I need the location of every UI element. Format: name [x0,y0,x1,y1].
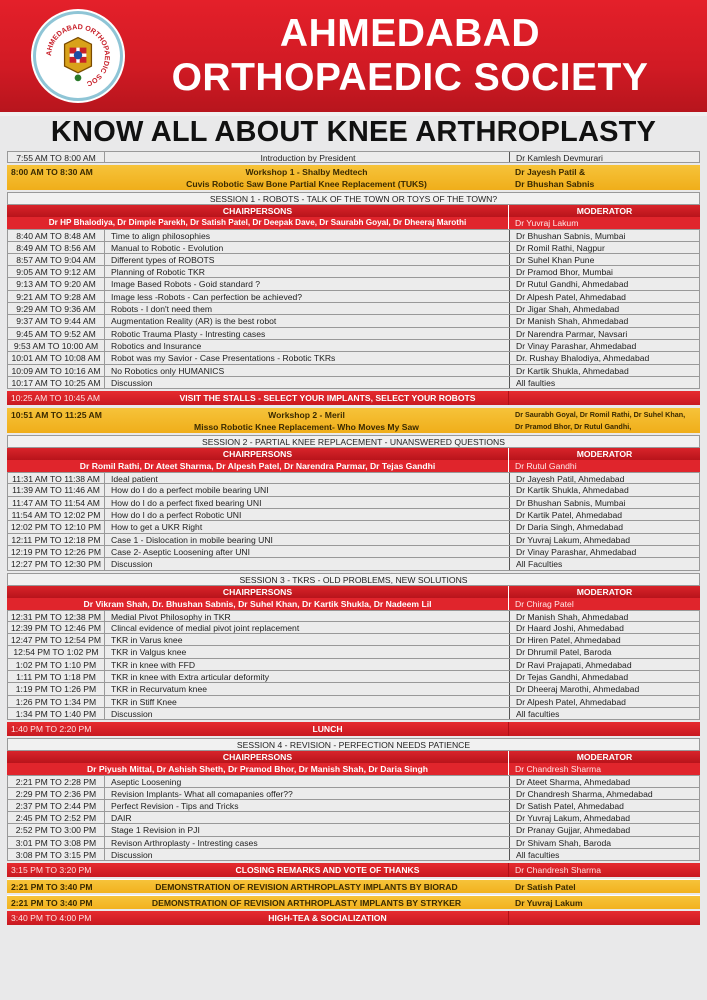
time-cell: 12:54 PM TO 1:02 PM [8,646,105,657]
time-cell: 1:40 PM TO 2:20 PM [11,724,92,735]
talk-row [7,278,700,290]
time-cell: 2:21 PM TO 3:40 PM [11,882,93,893]
time-cell: 9:45 AM TO 9:52 AM [8,328,105,339]
time-cell: 2:52 PM TO 3:00 PM [8,824,105,835]
time-cell: 12:27 PM TO 12:30 PM [8,558,105,569]
time-cell: 8:40 AM TO 8:48 AM [8,230,105,240]
talk-row [7,683,700,695]
talk-row [7,812,700,824]
break-label: HIGH-TEA & SOCIALIZATION [147,911,509,925]
speaker-cell: Dr Satish Patel, Ahmedabad [516,800,624,811]
chair-header-row [7,586,700,598]
talk-row [7,646,700,658]
session-3-talks [7,610,700,721]
topic-cell: Case 2- Aseptic Loosening after UNI [105,546,510,557]
time-cell: 7:55 AM TO 8:00 AM [8,152,105,162]
speaker-cell: Dr Pranay Gujjar, Ahmedabad [516,825,631,836]
topic-cell: Different types of ROBOTS [105,254,510,265]
speaker-cell: Dr Vinay Parashar, Ahmedabad [516,546,637,557]
speaker-cell: Dr Jayesh Patil, Ahmedabad [516,474,625,484]
moderator-name: Dr Yuvraj Lakum [515,218,579,229]
time-cell: 11:39 AM TO 11:46 AM [8,484,105,495]
talk-row [7,788,700,800]
speaker-cell [509,722,700,736]
header-banner [0,0,707,112]
speaker-cell [509,911,700,925]
topic-cell: DAIR [105,812,510,823]
topic-cell: Robot was my Savior - Case Presentations - Robotic TKRs [105,352,510,363]
workshop-speakers: Dr Pramod Bhor, Dr Rutul Gandhi, [515,422,632,432]
topic-cell: TKR in knee with FFD [105,659,510,670]
speaker-cell: Dr Tejas Gandhi, Ahmedabad [516,672,629,683]
speaker-cell: Dr Narendra Parmar, Navsari [516,328,628,339]
topic-cell: Robotics and Insurance [105,340,510,351]
topic-cell: How do I do a perfect Robotic UNI [105,509,510,520]
topic-cell: Image Based Robots - Goid standard ? [105,278,510,289]
talk-row [7,484,700,496]
workshop-title: Workshop 2 - Meril [268,410,345,421]
speaker-cell: Dr Yuvraj Lakum [515,898,583,909]
talk-row [7,775,700,787]
workshop-speaker: Dr Jayesh Patil & [515,167,586,178]
topic-cell: How to get a UKR Right [105,521,510,532]
talk-row [7,315,700,327]
time-cell: 1:34 PM TO 1:40 PM [8,708,105,719]
talk-row [7,659,700,671]
chairpersons-label: CHAIRPERSONS [7,751,509,763]
schedule-table [7,151,700,925]
time-cell: 3:40 PM TO 4:00 PM [11,913,92,924]
talk-row [7,696,700,708]
speaker-cell: Dr Hiren Patel, Ahmedabad [516,635,621,646]
demo-stryker-row [7,895,700,909]
talk-row [7,497,700,509]
chairpersons-names: Dr HP Bhalodiya, Dr Dimple Parekh, Dr Satish Patel, Dr Deepak Dave, Dr Saurabh Goyal, Dr Dheeraj Marothi [7,217,509,229]
chair-header-row [7,751,700,763]
time-cell: 10:25 AM TO 10:45 AM [11,393,101,404]
talk-row [7,546,700,558]
topic-cell: TKR in knee with Extra articular deformity [105,671,510,682]
time-cell: 11:47 AM TO 11:54 AM [8,497,105,508]
time-cell: 10:01 AM TO 10:08 AM [8,352,105,363]
time-cell: 3:08 PM TO 3:15 PM [8,849,105,860]
talk-row [7,291,700,303]
speaker-cell: Dr Manish Shah, Ahmedabad [516,316,629,327]
time-cell: 12:11 PM TO 12:18 PM [8,534,105,545]
time-cell: 8:49 AM TO 8:56 AM [8,242,105,253]
speaker-cell: Dr Kartik Patel, Ahmedabad [516,510,623,521]
speaker-cell: Dr Bhushan Sabnis, Mumbai [516,497,626,508]
workshop-1-row [7,165,700,190]
chairpersons-names: Dr Romil Rathi, Dr Ateet Sharma, Dr Alpesh Patel, Dr Narendra Parmar, Dr Tejas Gandhi [7,460,509,472]
talk-row [7,377,700,389]
moderator-label: MODERATOR [576,586,633,597]
stalls-break-row [7,391,700,405]
time-cell: 9:29 AM TO 9:36 AM [8,303,105,314]
talk-row [7,521,700,533]
time-cell: 1:11 PM TO 1:18 PM [8,671,105,682]
topic-cell: How do I do a perfect mobile bearing UNI [105,484,510,495]
topic-cell: TKR in Varus knee [105,634,510,645]
talk-row [7,328,700,340]
topic-cell: Image less -Robots - Can perfection be achieved? [105,291,510,302]
time-cell: 2:29 PM TO 2:36 PM [8,788,105,799]
talk-row [7,824,700,836]
time-cell: 10:09 AM TO 10:16 AM [8,365,105,376]
topic-cell: Perfect Revision - Tips and Tricks [105,800,510,811]
time-cell: 12:19 PM TO 12:26 PM [8,546,105,557]
workshop-time: 10:51 AM TO 11:25 AM [11,410,102,421]
speaker-cell: Dr Shivam Shah, Baroda [516,837,612,848]
speaker-cell: All Faculties [516,559,563,570]
moderator-name: Dr Chirag Patel [515,598,574,609]
speaker-cell: Dr Jigar Shah, Ahmedabad [516,304,620,315]
time-cell: 9:37 AM TO 9:44 AM [8,315,105,326]
moderator-name: Dr Chandresh Sharma [515,764,601,775]
topic-cell: Medial Pivot Philosophy in TKR [105,611,510,621]
talk-row [7,800,700,812]
topic-cell: Time to align philosophies [105,230,510,240]
speaker-cell: Dr Vinay Parashar, Ahmedabad [516,340,637,351]
speaker-cell [509,391,700,405]
topic-cell: Robots - I don't need them [105,303,510,314]
time-cell: 2:21 PM TO 3:40 PM [11,898,93,909]
workshop-title: Workshop 1 - Shalby Medtech [245,167,368,178]
topic-cell: Augmentation Reality (AR) is the best robot [105,315,510,326]
time-cell: 9:21 AM TO 9:28 AM [8,291,105,302]
demo-label: DEMONSTRATION OF REVISION ARTHROPLASTY IMPLANTS BY STRYKER [151,898,462,909]
topic-cell: Ideal patient [105,473,510,483]
speaker-cell: Dr Kamlesh Devmurari [516,153,603,163]
moderator-label: MODERATOR [576,206,633,217]
workshop-2-row [7,408,700,433]
time-cell: 8:57 AM TO 9:04 AM [8,254,105,265]
org-name-line2: ORTHOPAEDIC SOCIETY [171,56,649,99]
chair-names-row [7,763,700,775]
workshop-time: 8:00 AM TO 8:30 AM [11,167,93,178]
chair-names-row [7,460,700,472]
talk-row [7,837,700,849]
speaker-cell: Dr Dhrumil Patel, Baroda [516,647,612,658]
speaker-cell: Dr Satish Patel [515,882,576,893]
topic-cell: Revison Arthroplasty - Intresting cases [105,837,510,848]
time-cell: 1:19 PM TO 1:26 PM [8,683,105,694]
topic-cell: TKR in Recurvatum knee [105,683,510,694]
society-logo [33,11,123,101]
session-2-title: SESSION 2 - PARTIAL KNEE REPLACEMENT - UNANSWERED QUESTIONS [7,435,700,448]
time-cell: 9:13 AM TO 9:20 AM [8,278,105,289]
session-1-title: SESSION 1 - ROBOTS - TALK OF THE TOWN OR TOYS OF THE TOWN? [7,192,700,205]
workshop-speakers: Dr Saurabh Goyal, Dr Romil Rathi, Dr Suhel Khan, [515,410,686,420]
high-tea-row [7,911,700,925]
break-label: LUNCH [147,722,509,736]
session-4-title: SESSION 4 - REVISION - PERFECTION NEEDS PATIENCE [7,738,700,751]
chairpersons-label: CHAIRPERSONS [7,586,509,598]
time-cell: 12:47 PM TO 12:54 PM [8,634,105,645]
talk-row [7,534,700,546]
time-cell: 1:26 PM TO 1:34 PM [8,696,105,707]
topic-cell: TKR in Valgus knee [105,646,510,657]
speaker-cell: Dr Alpesh Patel, Ahmedabad [516,291,626,302]
speaker-cell: Dr Rutul Gandhi, Ahmedabad [516,279,629,290]
time-cell: 11:54 AM TO 12:02 PM [8,509,105,520]
society-emblem-icon [36,14,120,98]
talk-row [7,849,700,861]
time-cell: 2:45 PM TO 2:52 PM [8,812,105,823]
session-4-talks [7,775,700,861]
page-title: KNOW ALL ABOUT KNEE ARTHROPLASTY [50,116,657,148]
speaker-cell: All faculties [516,849,560,860]
talk-row [7,671,700,683]
talk-row [7,242,700,254]
topic-cell: Discussion [105,558,510,569]
speaker-cell: Dr Chandresh Sharma, Ahmedabad [516,788,653,799]
talk-row [7,365,700,377]
speaker-cell: Dr Ravi Prajapati, Ahmedabad [516,659,632,670]
time-cell: 10:17 AM TO 10:25 AM [8,377,105,388]
topic-cell: Discussion [105,849,510,860]
topic-cell: Revision Implants- What all comapanies offer?? [105,788,510,799]
talk-row [7,622,700,634]
chairpersons-names: Dr Piyush Mittal, Dr Ashish Sheth, Dr Pramod Bhor, Dr Manish Shah, Dr Daria Singh [7,763,509,775]
talk-row [7,610,700,622]
speaker-cell: Dr Bhushan Sabnis, Mumbai [516,231,626,241]
chair-names-row [7,217,700,229]
moderator-label: MODERATOR [576,449,633,460]
topic-cell: Robotic Trauma Plasty - Intresting cases [105,328,510,339]
session-1-talks [7,229,700,389]
topic-cell: TKR in Stiff Knee [105,696,510,707]
chairpersons-names: Dr Vikram Shah, Dr. Bhushan Sabnis, Dr Suhel Khan, Dr Kartik Shukla, Dr Nadeem Lil [7,598,509,610]
break-label: CLOSING REMARKS AND VOTE OF THANKS [147,863,509,877]
talk-row [7,472,700,484]
topic-cell: Stage 1 Revision in PJI [105,824,510,835]
speaker-cell: Dr Daria Singh, Ahmedabad [516,522,624,533]
chairpersons-label: CHAIRPERSONS [7,205,509,217]
chair-names-row [7,598,700,610]
organization-name [130,12,690,100]
topic-cell: Introduction by President [105,152,510,162]
org-name-line1: AHMEDABAD [279,12,541,55]
moderator-name: Dr Rutul Gandhi [515,461,577,472]
demo-biorad-row [7,879,700,893]
talk-row [7,558,700,570]
topic-cell: How do I do a perfect fixed bearing UNI [105,497,510,508]
speaker-cell: Dr Ateet Sharma, Ahmedabad [516,777,631,787]
speaker-cell: Dr Haard Joshi, Ahmedabad [516,622,624,633]
speaker-cell: Dr. Rushay Bhalodiya, Ahmedabad [516,353,650,364]
talk-row [7,303,700,315]
chair-header-row [7,448,700,460]
speaker-cell: Dr Yuvraj Lakum, Ahmedabad [516,534,631,545]
speaker-cell: Dr Alpesh Patel, Ahmedabad [516,696,626,707]
speaker-cell: Dr Romil Rathi, Nagpur [516,242,605,253]
topic-cell: Discussion [105,377,510,388]
speaker-cell: Dr Manish Shah, Ahmedabad [516,611,629,621]
time-cell: 3:01 PM TO 3:08 PM [8,837,105,848]
talk-row [7,254,700,266]
topic-cell: Discussion [105,708,510,719]
time-cell: 2:37 PM TO 2:44 PM [8,800,105,811]
workshop-subtitle: Misso Robotic Knee Replacement- Who Moves My Saw [194,422,419,433]
time-cell: 12:02 PM TO 12:10 PM [8,521,105,532]
intro-row [7,151,700,163]
time-cell: 9:53 AM TO 10:00 AM [8,340,105,351]
svg-text:AHMEDABAD ORTHOPAEDIC SOCIETY: AHMEDABAD ORTHOPAEDIC SOC [45,23,111,88]
topic-cell: Manual to Robotic - Evolution [105,242,510,253]
break-label: VISIT THE STALLS - SELECT YOUR IMPLANTS, SELECT YOUR ROBOTS [147,391,509,405]
speaker-cell: Dr Kartik Shukla, Ahmedabad [516,365,629,376]
topic-cell: Case 1 - Dislocation in mobile bearing UNI [105,534,510,545]
time-cell: 3:15 PM TO 3:20 PM [11,865,92,876]
talk-row [7,509,700,521]
lunch-break-row [7,722,700,736]
chair-header-row [7,205,700,217]
speaker-cell: Dr Kartik Shukla, Ahmedabad [516,485,629,496]
time-cell: 12:31 PM TO 12:38 PM [8,611,105,621]
chairpersons-label: CHAIRPERSONS [7,448,509,460]
closing-remarks-row [7,863,700,877]
workshop-subtitle: Cuvis Robotic Saw Bone Partial Knee Replacement (TUKS) [186,179,427,190]
topic-cell: Planning of Robotic TKR [105,266,510,277]
session-3-title: SESSION 3 - TKRS - OLD PROBLEMS, NEW SOLUTIONS [7,573,700,586]
talk-row [7,708,700,720]
talk-row [7,229,700,241]
speaker-cell: All faulties [516,377,556,388]
time-cell: 1:02 PM TO 1:10 PM [8,659,105,670]
demo-label: DEMONSTRATION OF REVISION ARTHROPLASTY IMPLANTS BY BIORAD [155,882,458,893]
speaker-cell: Dr Chandresh Sharma [515,865,601,876]
time-cell: 11:31 AM TO 11:38 AM [8,473,105,483]
speaker-cell: Dr Dheeraj Marothi, Ahmedabad [516,684,640,695]
talk-row [7,634,700,646]
session-2-talks [7,472,700,570]
talk-row [7,266,700,278]
speaker-cell: All faculties [516,708,560,719]
workshop-speaker: Dr Bhushan Sabnis [515,179,595,190]
time-cell: 9:05 AM TO 9:12 AM [8,266,105,277]
talk-row [7,340,700,352]
topic-cell: No Robotics only HUMANICS [105,365,510,376]
topic-cell: Clincal evidence of medial pivot joint replacement [105,622,510,633]
speaker-cell: Dr Suhel Khan Pune [516,254,595,265]
speaker-cell: Dr Yuvraj Lakum, Ahmedabad [516,813,631,824]
time-cell: 2:21 PM TO 2:28 PM [8,776,105,786]
time-cell: 12:39 PM TO 12:46 PM [8,622,105,633]
topic-cell: Aseptic Loosening [105,776,510,786]
speaker-cell: Dr Pramod Bhor, Mumbai [516,267,613,278]
moderator-label: MODERATOR [576,752,633,763]
talk-row [7,352,700,364]
